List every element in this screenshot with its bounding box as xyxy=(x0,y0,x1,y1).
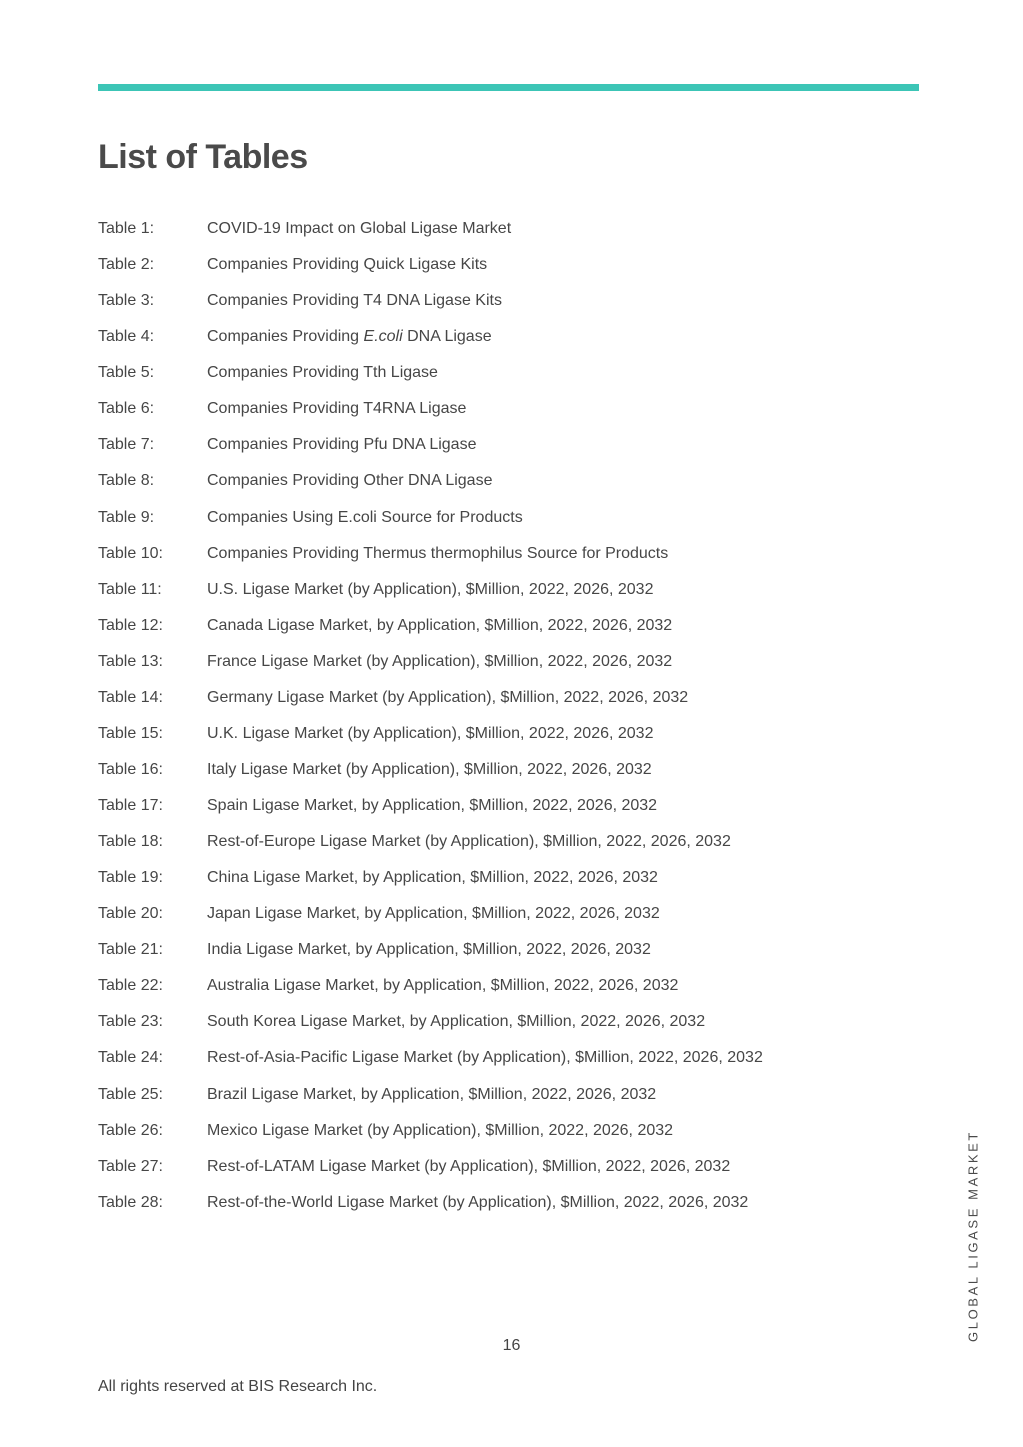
list-item xyxy=(98,903,928,939)
table-title: Companies Providing Pfu DNA Ligase xyxy=(207,436,477,454)
table-title xyxy=(207,328,492,345)
table-number: Table 22: xyxy=(98,977,163,995)
table-number: Table 8: xyxy=(98,472,155,490)
table-number: Table 17: xyxy=(98,797,163,814)
table-title: Japan Ligase Market, by Application, $Million, 2022, 2026, 2032 xyxy=(207,905,660,923)
table-title: Companies Providing T4 DNA Ligase Kits xyxy=(207,292,502,310)
table-title: Companies Providing Tth Ligase xyxy=(207,364,438,382)
table-number: Table 23: xyxy=(98,1013,163,1031)
table-number: Table 16: xyxy=(98,760,163,778)
table-title: Mexico Ligase Market (by Application), $Million, 2022, 2026, 2032 xyxy=(207,1121,674,1139)
list-item xyxy=(98,1047,928,1083)
list-item xyxy=(98,867,928,903)
table-title: Rest-of-Asia-Pacific Ligase Market (by Application), $Million, 2022, 2026, 2032 xyxy=(207,1049,763,1067)
table-title-text: Companies Providing xyxy=(207,328,364,346)
table-number: Table 5: xyxy=(98,364,155,382)
table-number: Table 1: xyxy=(98,220,155,237)
table-number: Table 27: xyxy=(98,1157,163,1175)
table-title: Brazil Ligase Market, by Application, $Million, 2022, 2026, 2032 xyxy=(207,1085,657,1103)
header-accent-bar xyxy=(98,84,919,91)
table-title: Canada Ligase Market, by Application, $Million, 2022, 2026, 2032 xyxy=(207,616,673,634)
table-title: China Ligase Market, by Application, $Million, 2022, 2026, 2032 xyxy=(207,869,658,887)
list-item xyxy=(98,434,928,470)
table-number: Table 13: xyxy=(98,652,163,670)
list-item xyxy=(98,1192,928,1228)
list-item xyxy=(98,326,928,362)
table-title: Italy Ligase Market (by Application), $Million, 2022, 2026, 2032 xyxy=(207,760,652,778)
table-number: Table 9: xyxy=(98,508,155,526)
table-number: Table 19: xyxy=(98,869,163,887)
table-title: Rest-of-the-World Ligase Market (by Application), $Million, 2022, 2026, 2032 xyxy=(207,1193,749,1211)
table-number: Table 3: xyxy=(98,292,155,310)
list-item xyxy=(98,723,928,759)
table-title-italic-text: E.coli xyxy=(363,328,403,346)
table-number: Table 11: xyxy=(98,580,162,598)
table-number: Table 10: xyxy=(98,544,163,562)
table-title: Germany Ligase Market (by Application), $Million, 2022, 2026, 2032 xyxy=(207,688,689,706)
table-title: Rest-of-LATAM Ligase Market (by Application), $Million, 2022, 2026, 2032 xyxy=(207,1157,731,1175)
table-number: Table 2: xyxy=(98,256,155,274)
list-item xyxy=(98,254,928,290)
table-title: Companies Providing Thermus thermophilus Source for Products xyxy=(207,544,669,562)
list-item xyxy=(98,795,928,831)
table-title: Companies Using E.coli Source for Products xyxy=(207,508,523,526)
table-number: Table 15: xyxy=(98,724,163,742)
table-number: Table 6: xyxy=(98,400,155,418)
list-item xyxy=(98,398,928,434)
list-item xyxy=(98,290,928,326)
table-number: Table 28: xyxy=(98,1193,163,1211)
table-number: Table 18: xyxy=(98,833,163,851)
list-item xyxy=(98,543,928,579)
list-item xyxy=(98,1084,928,1120)
list-of-tables xyxy=(98,218,928,1228)
table-number: Table 21: xyxy=(98,941,163,959)
list-item xyxy=(98,615,928,651)
table-title: U.K. Ligase Market (by Application), $Million, 2022, 2026, 2032 xyxy=(207,724,654,742)
table-title: U.S. Ligase Market (by Application), $Million, 2022, 2026, 2032 xyxy=(207,580,654,598)
list-item xyxy=(98,687,928,723)
table-number: Table 20: xyxy=(98,905,163,923)
list-item xyxy=(98,759,928,795)
page-title: List of Tables xyxy=(98,138,308,176)
list-item xyxy=(98,831,928,867)
list-item xyxy=(98,1011,928,1047)
side-running-title: GLOBAL LIGASE MARKET xyxy=(965,1130,981,1342)
list-item xyxy=(98,579,928,615)
table-title: Companies Providing Quick Ligase Kits xyxy=(207,256,488,274)
table-number: Table 4: xyxy=(98,328,155,346)
list-item xyxy=(98,218,928,254)
list-item xyxy=(98,975,928,1011)
table-title: India Ligase Market, by Application, $Million, 2022, 2026, 2032 xyxy=(207,941,651,959)
list-item xyxy=(98,651,928,687)
table-title: Companies Providing T4RNA Ligase xyxy=(207,400,467,418)
table-title: Australia Ligase Market, by Application, $Million, 2022, 2026, 2032 xyxy=(207,977,679,995)
table-title: France Ligase Market (by Application), $Million, 2022, 2026, 2032 xyxy=(207,652,673,670)
table-number: Table 26: xyxy=(98,1121,163,1139)
table-number: Table 12: xyxy=(98,616,163,634)
table-number: Table 24: xyxy=(98,1049,163,1067)
list-item xyxy=(98,470,928,506)
list-item xyxy=(98,362,928,398)
table-title: Spain Ligase Market, by Application, $Million, 2022, 2026, 2032 xyxy=(207,797,658,814)
table-title: Companies Providing Other DNA Ligase xyxy=(207,472,493,490)
list-item xyxy=(98,939,928,975)
list-item xyxy=(98,1156,928,1192)
table-title: South Korea Ligase Market, by Application, $Million, 2022, 2026, 2032 xyxy=(207,1013,706,1031)
table-title-text: DNA Ligase xyxy=(402,328,492,346)
table-title: COVID-19 Impact on Global Ligase Market xyxy=(207,220,512,237)
list-item xyxy=(98,507,928,543)
table-title: Rest-of-Europe Ligase Market (by Application), $Million, 2022, 2026, 2032 xyxy=(207,833,731,851)
table-number: Table 25: xyxy=(98,1085,163,1103)
page-number: 16 xyxy=(502,1337,521,1354)
footer-copyright: All rights reserved at BIS Research Inc. xyxy=(98,1378,378,1395)
table-number: Table 14: xyxy=(98,688,163,706)
table-number: Table 7: xyxy=(98,436,155,454)
list-item xyxy=(98,1120,928,1156)
